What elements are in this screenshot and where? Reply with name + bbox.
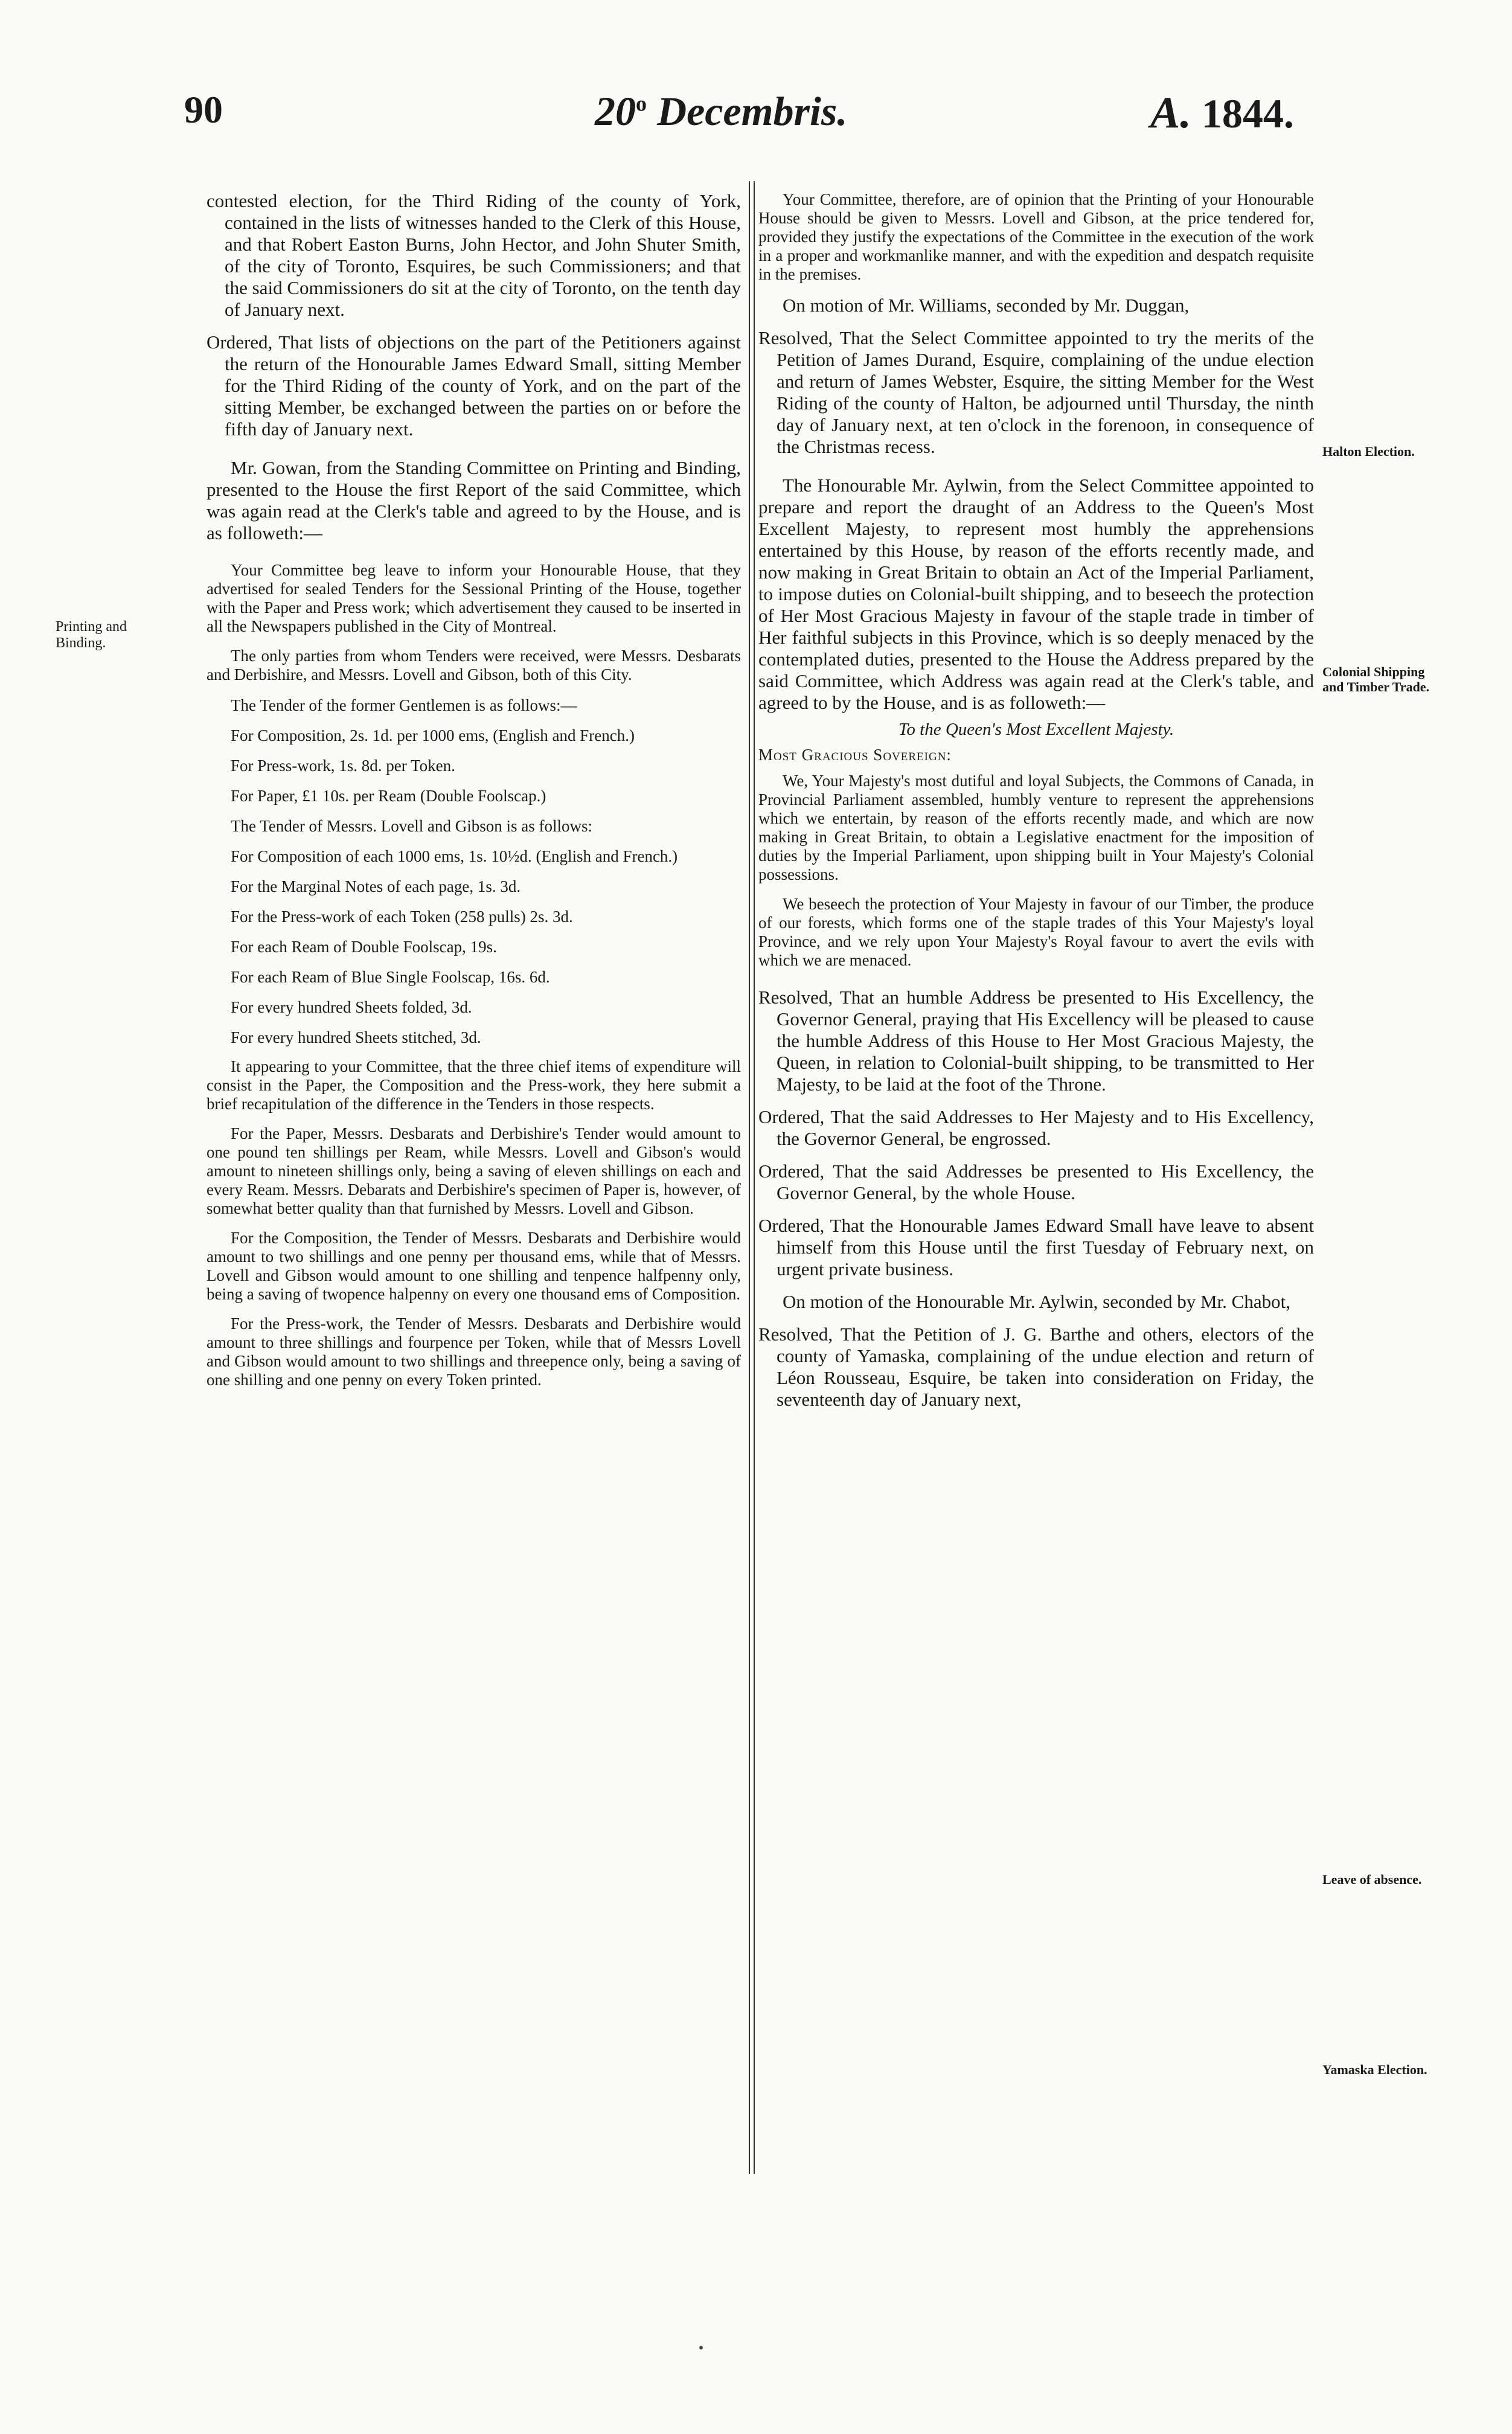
paragraph-composition-comparison: For the Composition, the Tender of Messrs. Desbarats and Derbishire would amount to two shillings and one penny per thousand ems, while that of Messrs. Lovell and Gibson would amount to one shilling and tenpence halfpenny only, being a saving of twopence halpenny on every one thousand ems of Composition. xyxy=(207,1229,741,1303)
tender-item-folded: For every hundred Sheets folded, 3d. xyxy=(231,998,472,1016)
paragraph-presswork-comparison: For the Press-work, the Tender of Messrs. Desbarats and Derbishire would amount to three shillings and fourpence per Token, while that of Messrs Lovell and Gibson would amount to two shillings and threepence only, being a saving of one shilling and one penny on every Token printed. xyxy=(207,1315,741,1389)
header-date xyxy=(595,88,847,135)
margin-note-printing: Printing and Binding. xyxy=(56,619,127,651)
paragraph-tenders-received: The only parties from whom Tenders were received, were Messrs. Desbarats and Derbishire, and Messrs. Lovell and Gibson, both of this City. xyxy=(207,647,741,684)
paragraph-resolved-yamaska: Resolved, That the Petition of J. G. Barthe and others, electors of the county of Yamaska, complaining of the undue election and return of Léon Rousseau, Esquire, be taken into consideration on Friday, the seventeenth day of January next, xyxy=(758,1324,1314,1410)
tender-item-stitched: For every hundred Sheets stitched, 3d. xyxy=(231,1028,481,1046)
paragraph-ordered-engrossed: Ordered, That the said Addresses to Her Majesty and to His Excellency, the Governor General, be engrossed. xyxy=(758,1106,1314,1149)
paragraph-election-commission: contested election, for the Third Riding of the county of York, contained in the lists of witnesses handed to the Clerk of this House, and that Robert Easton Burns, John Hector, and John Shuter Smith, of the city of Toronto, Esquires, be such Commissioners; and that the said Commissioners do sit at the city of Toronto, on the tenth day of January next. xyxy=(207,190,741,320)
right-column xyxy=(758,190,1314,1411)
page-number: 90 xyxy=(184,88,223,131)
tender-item-presswork-lovell: For the Press-work of each Token (258 pulls) 2s. 3d. xyxy=(231,908,573,926)
header-year xyxy=(1150,88,1294,139)
address-title: To the Queen's Most Excellent Majesty. xyxy=(898,720,1174,739)
paragraph-motion-aylwin: On motion of the Honourable Mr. Aylwin, seconded by Mr. Chabot, xyxy=(783,1291,1290,1312)
tender-item-blue-foolscap: For each Ream of Blue Single Foolscap, 16s. 6d. xyxy=(231,968,550,986)
paragraph-gowan-report: Mr. Gowan, from the Standing Committee on Printing and Binding, presented to the House the first Report of the said Committee, which was again read at the Clerk's table and agreed to by the House, and is as followeth:— xyxy=(207,457,741,543)
tender-item-composition: For Composition, 2s. 1d. per 1000 ems, (English and French.) xyxy=(231,726,635,745)
paragraph-recapitulation: It appearing to your Committee, that the three chief items of expenditure will consist in the Paper, the Composition and the Press-work, they here submit a brief recapitulation of the difference in the Tenders in those respects. xyxy=(207,1057,741,1113)
page-header xyxy=(0,88,1512,142)
paragraph-paper-comparison: For the Paper, Messrs. Desbarats and Derbishire's Tender would amount to one pound ten shillings per Ream, while Messrs. Lovell and Gibson's would amount to nineteen shillings only, being a saving of eleven shillings on each and every Ream. Messrs. Debarats and Derbishire's specimen of Paper is, however, of somewhat better quality than that furnished by Messrs. Lovell and Gibson. xyxy=(207,1124,741,1217)
paragraph-ordered-presented: Ordered, That the said Addresses be presented to His Excellency, the Governor General, by the whole House. xyxy=(758,1161,1314,1203)
tender-item-composition-lovell: For Composition of each 1000 ems, 1s. 10½d. (English and French.) xyxy=(231,847,678,865)
column-divider xyxy=(749,181,755,2174)
paragraph-address-body-1: We, Your Majesty's most dutiful and loyal Subjects, the Commons of Canada, in Provincial Parliament assembled, humbly venture to represent the apprehensions which we entertain, by reason of the efforts recently made, and which are now making in Great Britain, to obtain a Legislative enactment for the imposition of duties by the Imperial Parliament, upon shipping built in Your Majesty's Colonial possessions. xyxy=(758,772,1314,883)
paragraph-lovell-tender: The Tender of Messrs. Lovell and Gibson is as follows: xyxy=(231,817,593,835)
paragraph-aylwin-address: The Honourable Mr. Aylwin, from the Select Committee appointed to prepare and report the draught of an Address to the Queen's Most Excellent Majesty, to represent most humbly the apprehensions entertained by this House, by reason of the efforts recently made, and now making in Great Britain to obtain an Act of the Imperial Parliament, to impose duties on Colonial-built shipping, and to beseech the protection of Her Most Gracious Majesty in favour of the staple trade in timber of Her faithful subjects in this Province, which is so deeply menaced by the contemplated duties, presented to the House the Address prepared by the said Committee, which Address was again read at the Clerk's table, and agreed to by the House, and is as followeth:— xyxy=(758,475,1314,713)
tender-item-paper: For Paper, £1 10s. per Ream (Double Foolscap.) xyxy=(231,787,546,805)
paragraph-resolved-halton: Resolved, That the Select Committee appointed to try the merits of the Petition of James Durand, Esquire, complaining of the undue election and return of James Webster, Esquire, the sitting Member for the West Riding of the county of Halton, be adjourned until Thursday, the ninth day of January next, at ten o'clock in the forenoon, in consequence of the Christmas recess. xyxy=(758,327,1314,457)
paragraph-committee-advertised: Your Committee beg leave to inform your Honourable House, that they advertised for sealed Tenders for the Sessional Printing of the House, together with the Paper and Press work; which advertisement they caused to be inserted in all the Newspapers published in the City of Montreal. xyxy=(207,561,741,635)
margin-note-yamaska: Yamaska Election. xyxy=(1322,2062,1427,2077)
year-number: 1844. xyxy=(1201,91,1294,136)
tender-item-marginal-notes: For the Marginal Notes of each page, 1s. 3d. xyxy=(231,877,521,895)
margin-note-halton: Halton Election. xyxy=(1322,444,1415,459)
paragraph-motion-williams: On motion of Mr. Williams, seconded by Mr. Duggan, xyxy=(783,295,1190,316)
tender-item-presswork: For Press-work, 1s. 8d. per Token. xyxy=(231,757,455,775)
paragraph-address-body-2: We beseech the protection of Your Majesty in favour of our Timber, the produce of our forests, which forms one of the staple trades of this Your Majesty's loyal Province, and we rely upon Your Majesty's Royal favour to avert the evils with which we are menaced. xyxy=(758,895,1314,969)
tender-item-double-foolscap: For each Ream of Double Foolscap, 19s. xyxy=(231,938,497,956)
left-column xyxy=(207,190,741,1389)
address-salutation: Most Gracious Sovereign: xyxy=(758,746,952,764)
date-day: 20 xyxy=(595,88,636,134)
paragraph-ordered-objections: Ordered, That lists of objections on the part of the Petitioners against the return of the Honourable James Edward Small, sitting Member for the Third Riding of the county of York, and on the part of the sitting Member, be exchanged between the parties on or before the fifth day of January next. xyxy=(207,331,741,440)
margin-note-colonial: Colonial Shipping and Timber Trade. xyxy=(1322,664,1430,694)
page-mark-dot xyxy=(699,2346,703,2349)
date-superscript: o xyxy=(636,91,647,116)
paragraph-ordered-leave: Ordered, That the Honourable James Edward Small have leave to absent himself from this House until the first Tuesday of February next, on urgent private business. xyxy=(758,1215,1314,1279)
year-prefix: A. xyxy=(1150,88,1191,138)
margin-note-leave: Leave of absence. xyxy=(1322,1872,1422,1887)
paragraph-former-tender: The Tender of the former Gentlemen is as follows:— xyxy=(231,696,577,714)
paragraph-committee-opinion: Your Committee, therefore, are of opinion that the Printing of your Honourable House should be given to Messrs. Lovell and Gibson, at the price tendered for, provided they justify the expectations of the Committee in the execution of the work in a proper and workmanlike manner, and with the expedition and despatch requisite in the premises. xyxy=(758,190,1314,283)
paragraph-resolved-humble-address: Resolved, That an humble Address be presented to His Excellency, the Governor General, praying that His Excellency will be pleased to cause the humble Address of this House to Her Most Gracious Majesty, the Queen, in relation to Colonial-built shipping, to be transmitted to Her Majesty, to be laid at the foot of the Throne. xyxy=(758,987,1314,1095)
date-month: Decembris. xyxy=(657,88,848,134)
